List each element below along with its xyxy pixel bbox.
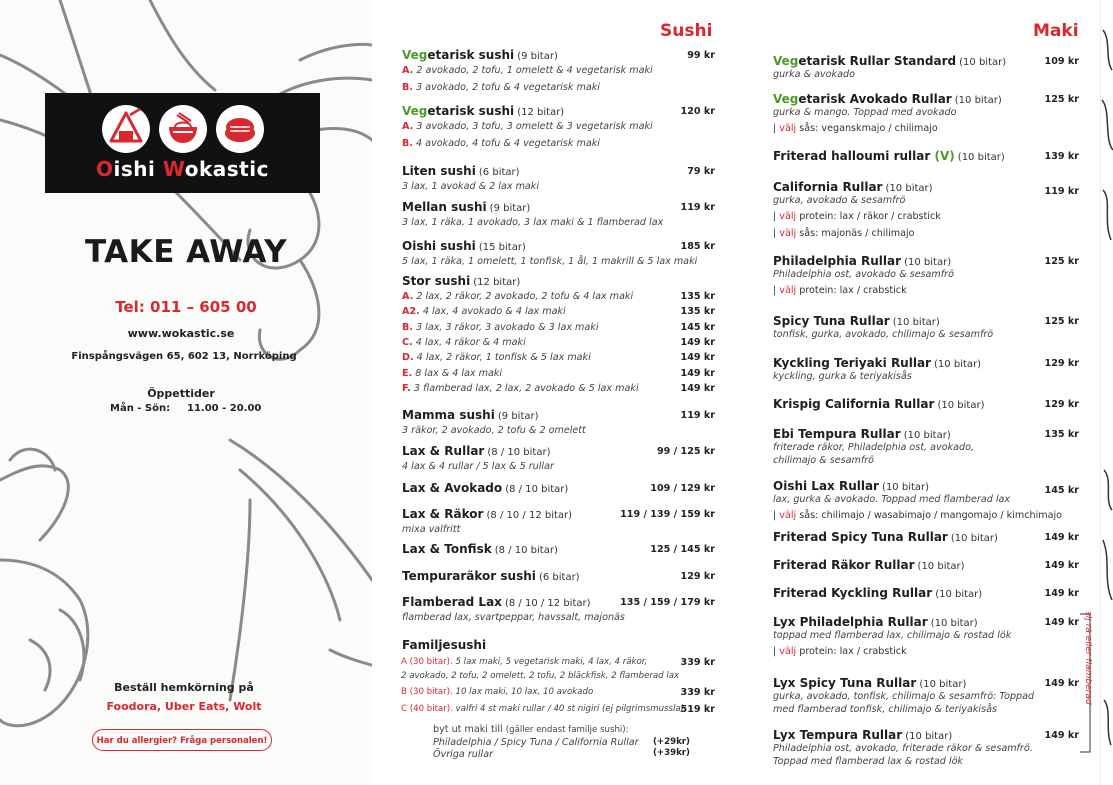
menu-item-name: [773, 586, 982, 600]
item-name: etarisk Rullar Standard: [798, 54, 957, 68]
item-price: 120 kr: [680, 106, 715, 117]
sushi-heading: Sushi: [660, 21, 713, 41]
family-option-a: [401, 657, 647, 667]
item-name: Kyckling Teriyaki Rullar: [773, 356, 931, 370]
item-choice: | välj sås: majonäs / chilimajo: [773, 228, 915, 239]
choice-text: protein: lax / crabstick: [796, 646, 907, 657]
item-pieces: (10 bitar): [935, 589, 983, 600]
option-text: 3 flamberad lax, 2 lax, 2 avokado & 5 lax maki: [413, 382, 639, 394]
item-name: Lax & Rullar: [402, 444, 485, 458]
address: Finspångsvägen 65, 602 13, Norrköping: [71, 351, 297, 362]
hours-time: 11.00 - 20.00: [187, 403, 262, 414]
veg-prefix: Veg: [773, 54, 799, 68]
option-letter: A.: [402, 291, 414, 302]
item-description: gurka & avokado: [773, 69, 855, 80]
side-note-text: välj rå eller flamberad: [1083, 612, 1092, 705]
item-description-2: chilimajo & sesamfrö: [773, 455, 875, 466]
right-edge-strip: [1100, 0, 1113, 785]
option-text: 4 lax, 4 avokado & 4 lax maki: [422, 306, 566, 318]
menu-item-name: [402, 274, 520, 288]
item-option: [402, 368, 502, 379]
menu-item-name: [402, 164, 520, 178]
order-platforms: Foodora, Uber Eats, Wolt: [106, 700, 262, 713]
item-pieces: (8 / 10 bitar): [494, 545, 558, 556]
item-price: 129 kr: [680, 571, 715, 582]
item-price: 149 kr: [1044, 588, 1079, 599]
item-name: Oishi Lax Rullar: [773, 479, 879, 493]
item-description-2: Toppad med flamberad lax & rostad lök: [773, 756, 963, 767]
hours-title: Öppettider: [147, 387, 215, 400]
item-option: [402, 337, 526, 348]
choice-keyword: välj: [779, 228, 797, 239]
menu-item-name: [402, 200, 530, 214]
item-pieces: (12 bitar): [517, 107, 565, 118]
menu-item-name: [402, 481, 568, 495]
choice-keyword: välj: [779, 510, 797, 521]
swap-option-2-price: (+39kr): [653, 748, 690, 758]
item-description: 5 lax, 1 räka, 1 omelett, 1 tonfisk, 1 ål, 1 makrill & 5 lax maki: [402, 256, 698, 267]
item-pieces: (10 bitar): [959, 57, 1007, 68]
item-price: 119 kr: [1044, 186, 1079, 197]
item-description: mixa valfritt: [402, 524, 461, 535]
menu-item-name: [773, 180, 933, 194]
menu-item-name: [773, 54, 1006, 68]
item-name: Friterad halloumi rullar: [773, 149, 931, 163]
item-description: flamberad lax, svartpeppar, havssalt, majonäs: [402, 612, 625, 623]
item-name: Lyx Philadelphia Rullar: [773, 615, 928, 629]
menu-item-name: [402, 104, 564, 118]
item-pieces: (9 bitar): [489, 203, 531, 214]
item-description: gurka, avokado, tonfisk, chilimajo & sesamfrö: Toppad: [773, 691, 1035, 702]
item-pieces: (10 bitar): [903, 430, 951, 441]
choice-text: protein: lax / crabstick: [796, 285, 907, 296]
item-pieces: (10 bitar): [954, 95, 1002, 106]
phone-number[interactable]: Tel: 011 – 605 00: [115, 298, 257, 316]
option-text: 8 lax & 4 lax maki: [415, 367, 503, 379]
item-description-2: med flamberad tonfisk, chilimajo & teriyakisås: [773, 704, 997, 715]
veg-tag: (V): [934, 149, 955, 163]
item-price: 119 kr: [680, 202, 715, 213]
item-pieces: (10 bitar): [892, 317, 940, 328]
option-price: 149 kr: [680, 367, 715, 379]
choice-keyword: välj: [779, 285, 797, 296]
choice-keyword: välj: [779, 646, 797, 657]
family-pieces: (30 bitar).: [409, 657, 453, 667]
item-name: California Rullar: [773, 180, 883, 194]
menu-item-name: [773, 530, 998, 544]
item-pieces: (8 / 10 bitar): [505, 484, 569, 495]
item-description: toppad med flamberad lax, chilimajo & rostad lök: [773, 630, 1012, 641]
family-price: 519 kr: [680, 704, 715, 715]
family-text: valfri 4 st maki rullar / 40 st nigiri (ej pilgrimsmussla): [455, 704, 685, 714]
item-option: [402, 352, 591, 363]
item-pieces: (10 bitar): [885, 183, 933, 194]
item-name: etarisk sushi: [427, 104, 515, 118]
item-price: 109 / 129 kr: [650, 483, 715, 494]
order-title: Beställ hemkörning på: [114, 681, 254, 694]
item-pieces: (9 bitar): [517, 51, 558, 62]
item-pieces: (9 bitar): [497, 411, 539, 422]
swap-option-2: Övriga rullar: [433, 749, 494, 760]
side-note: [1078, 612, 1092, 754]
choice-keyword: välj: [779, 123, 797, 134]
veg-prefix: Veg: [402, 48, 428, 62]
item-name: Stor sushi: [402, 274, 471, 288]
menu-item-name: [773, 676, 966, 690]
option-text: 3 lax, 3 räkor, 3 avokado & 3 lax maki: [416, 321, 599, 333]
item-name: Flamberad Lax: [402, 595, 502, 609]
item-pieces: (10 bitar): [950, 533, 998, 544]
swap-option-1: Philadelphia / Spicy Tuna / California Rullar: [433, 737, 639, 748]
item-name: Tempuraräkor sushi: [402, 569, 536, 583]
ramen-bowl-icon: [159, 105, 207, 153]
option-text: 2 lax, 2 räkor, 2 avokado, 2 tofu & 4 lax maki: [416, 291, 634, 302]
item-description: 4 lax & 4 rullar / 5 lax & 5 rullar: [402, 461, 554, 472]
side-bracket: [1078, 612, 1092, 754]
option-letter: E.: [402, 367, 413, 379]
sushi-roll-icon: [216, 105, 264, 153]
item-pieces: (8 / 10 / 12 bitar): [504, 598, 591, 609]
item-option: [402, 82, 600, 93]
option-price: 149 kr: [680, 336, 715, 348]
website-link[interactable]: www.wokastic.se: [127, 327, 235, 340]
item-pieces: (15 bitar): [478, 242, 526, 253]
menu-item-name: [773, 397, 984, 411]
item-name: Philadelphia Rullar: [773, 254, 902, 268]
item-choice: | välj protein: lax / räkor / crabstick: [773, 211, 941, 222]
menu-item-name: [402, 239, 526, 253]
item-pieces: (10 bitar): [937, 400, 985, 411]
item-option: [402, 138, 600, 149]
item-name: Lax & Räkor: [402, 507, 484, 521]
item-pieces: (10 bitar): [917, 561, 965, 572]
swap-title: [433, 724, 629, 735]
option-letter: D.: [402, 352, 414, 364]
option-text: 4 lax, 4 räkor & 4 maki: [415, 336, 526, 348]
item-price: 119 / 139 / 159 kr: [620, 509, 715, 520]
item-pieces: (8 / 10 / 12 bitar): [486, 510, 573, 521]
menu-item-name: [402, 48, 558, 62]
item-pieces: (12 bitar): [473, 277, 521, 288]
menu-item-name: [773, 558, 965, 572]
family-option-a-line2: 2 avokado, 2 tofu, 2 omelett, 2 tofu, 2 bläckfisk, 2 flamberad lax: [401, 671, 680, 681]
family-price: 339 kr: [680, 687, 715, 698]
item-price: 99 / 125 kr: [656, 446, 715, 457]
allergy-notice: Har du allergier? Fråga personalen!: [92, 729, 272, 751]
option-letter: B.: [402, 82, 413, 93]
item-name: Spicy Tuna Rullar: [773, 314, 890, 328]
option-letter: B.: [402, 321, 413, 333]
maki-heading: Maki: [1033, 21, 1079, 41]
item-choice: | välj sås: chilimajo / wasabimajo / mangomajo / kimchimajo: [773, 510, 1062, 521]
item-pieces: (10 bitar): [957, 152, 1005, 163]
item-choice: | välj protein: lax / crabstick: [773, 285, 907, 296]
item-name: Friterad Kyckling Rullar: [773, 586, 933, 600]
family-option-c: [401, 704, 684, 714]
menu-item-name: [773, 728, 952, 742]
family-pieces: (40 bitar).: [409, 704, 453, 714]
family-label: A: [401, 657, 407, 667]
family-label: C: [401, 704, 408, 714]
menu-item-name: [402, 408, 539, 422]
item-pieces: (10 bitar): [882, 482, 930, 493]
option-text: 4 lax, 2 räkor, 1 tonfisk & 5 lax maki: [416, 352, 591, 364]
option-text: 4 avokado, 4 tofu & 4 vegetarisk maki: [416, 138, 600, 149]
item-pieces: (10 bitar): [930, 618, 978, 629]
choice-keyword: välj: [779, 211, 797, 222]
item-description: Philadelphia ost, avokado & sesamfrö: [773, 269, 954, 280]
item-option: [402, 383, 639, 394]
choice-text: sås: chilimajo / wasabimajo / mangomajo / kimchimajo: [796, 510, 1062, 521]
menu-item-name: [402, 542, 558, 556]
item-description: friterade räkor, Philadelphia ost, avokado,: [773, 442, 975, 453]
item-description: lax, gurka & avokado. Toppad med flamberad lax: [773, 494, 1011, 505]
item-name: Liten sushi: [402, 164, 476, 178]
family-text: 10 lax maki, 10 lax, 10 avokado: [455, 687, 594, 697]
family-price: 339 kr: [680, 657, 715, 668]
item-choice: | välj protein: lax / crabstick: [773, 646, 907, 657]
item-price: 109 kr: [1044, 56, 1079, 67]
item-description: kyckling, gurka & teriyakisås: [773, 371, 912, 382]
choice-text: protein: lax / räkor / crabstick: [796, 211, 941, 222]
item-name: Lyx Tempura Rullar: [773, 728, 903, 742]
item-price: 139 kr: [1044, 151, 1079, 162]
item-pieces: (10 bitar): [905, 731, 953, 742]
item-pieces: (10 bitar): [934, 359, 982, 370]
menu-item-name: [402, 595, 591, 609]
familjesushi-title: Familjesushi: [402, 638, 487, 652]
family-option-b: [401, 687, 593, 697]
option-price: 135 kr: [680, 306, 715, 318]
option-text: 3 avokado, 3 tofu, 3 omelett & 3 vegetarisk maki: [416, 121, 653, 132]
choice-text: sås: majonäs / chilimajo: [796, 228, 915, 239]
veg-prefix: Veg: [402, 104, 428, 118]
item-name: Mamma sushi: [402, 408, 495, 422]
item-price: 149 kr: [1044, 617, 1079, 628]
item-price: 125 kr: [1044, 94, 1079, 105]
family-text: 5 lax maki, 5 vegetarisk maki, 4 lax, 4 räkor,: [455, 657, 648, 667]
left-panel: [0, 0, 372, 785]
menu-item-name: [402, 569, 580, 583]
option-price: 149 kr: [680, 382, 715, 394]
item-price: 125 kr: [1044, 256, 1079, 267]
item-price: 149 kr: [1044, 532, 1079, 543]
item-option: [402, 322, 599, 333]
item-name: etarisk sushi: [427, 48, 515, 62]
menu-item-name: [402, 507, 572, 521]
veg-prefix: Veg: [773, 92, 799, 106]
swap-option-1-price: (+29kr): [653, 737, 690, 747]
option-letter: C.: [402, 336, 413, 348]
item-price: 149 kr: [1044, 730, 1079, 741]
takeaway-title: TAKE AWAY: [84, 234, 288, 270]
item-description: gurka & mango. Toppad med avokado: [773, 107, 957, 118]
item-name: Krispig California Rullar: [773, 397, 935, 411]
item-name: Mellan sushi: [402, 200, 487, 214]
menu-item-name: [773, 615, 978, 629]
item-price: 135 / 159 / 179 kr: [620, 597, 715, 608]
option-text: 3 avokado, 2 tofu & 4 vegetarisk maki: [416, 82, 600, 93]
item-option: [402, 306, 566, 317]
item-pieces: (10 bitar): [919, 679, 967, 690]
item-name: Lyx Spicy Tuna Rullar: [773, 676, 917, 690]
menu-item-name: [773, 314, 940, 328]
item-price: 125 / 145 kr: [650, 544, 715, 555]
item-price: 125 kr: [1044, 316, 1079, 327]
option-letter: B.: [402, 138, 413, 149]
item-price: 79 kr: [687, 166, 715, 177]
item-choice: | välj sås: veganskmajo / chilimajo: [773, 123, 938, 134]
item-price: 149 kr: [1044, 560, 1079, 571]
option-letter: A.: [402, 121, 414, 132]
item-name: Friterad Spicy Tuna Rullar: [773, 530, 948, 544]
item-name: Lax & Tonfisk: [402, 542, 492, 556]
item-name: Ebi Tempura Rullar: [773, 427, 901, 441]
item-price: 129 kr: [1044, 399, 1079, 410]
menu-item-name: [773, 92, 1002, 106]
item-description: 3 lax, 1 avokad & 2 lax maki: [402, 181, 540, 192]
item-option: [402, 121, 653, 132]
option-letter: A.: [402, 65, 414, 76]
item-name: etarisk Avokado Rullar: [798, 92, 952, 106]
option-text: 2 avokado, 2 tofu, 1 omelett & 4 vegetarisk maki: [416, 65, 653, 76]
item-description: 3 räkor, 2 avokado, 2 tofu & 2 omelett: [402, 425, 586, 436]
menu-item-name: [402, 444, 551, 458]
hours-days: Mån - Sön:: [110, 403, 171, 414]
family-label: B: [401, 687, 407, 697]
item-pieces: (8 / 10 bitar): [487, 447, 551, 458]
menu-item-name: [773, 149, 1005, 163]
item-price: 99 kr: [687, 50, 715, 61]
item-description: gurka, avokado & sesamfrö: [773, 195, 906, 206]
swap-note: (gäller endast familje sushi):: [505, 725, 629, 735]
item-description: tonfisk, gurka, avokado, chilimajo & sesamfrö: [773, 329, 994, 340]
item-name: Oishi sushi: [402, 239, 476, 253]
item-description: Philadelphia ost, avokado, friterade räkor & sesamfrö.: [773, 743, 1033, 754]
item-price: 185 kr: [680, 241, 715, 252]
choice-text: sås: veganskmajo / chilimajo: [796, 123, 938, 134]
option-price: 149 kr: [680, 352, 715, 364]
brand-name: Oishi Wokastic: [96, 157, 269, 181]
item-price: 135 kr: [1044, 429, 1079, 440]
menu-item-name: [773, 479, 929, 493]
option-letter: A2.: [402, 306, 420, 318]
item-price: 149 kr: [1044, 678, 1079, 689]
item-option: [402, 65, 653, 76]
item-name: Lax & Avokado: [402, 481, 503, 495]
item-description: 3 lax, 1 räka, 1 avokado, 3 lax maki & 1 flamberad lax: [402, 217, 664, 228]
swap-title-text: byt ut maki till: [433, 724, 503, 735]
option-price: 135 kr: [680, 291, 715, 302]
item-price: 119 kr: [680, 410, 715, 421]
brand-logo: [45, 93, 320, 193]
item-pieces: (6 bitar): [538, 572, 580, 583]
item-name: Friterad Räkor Rullar: [773, 558, 915, 572]
onigiri-icon: [102, 105, 150, 153]
item-pieces: (6 bitar): [478, 167, 520, 178]
item-pieces: (10 bitar): [904, 257, 952, 268]
menu-item-name: [773, 356, 981, 370]
item-option: [402, 291, 633, 302]
option-price: 145 kr: [680, 321, 715, 333]
menu-item-name: [773, 254, 951, 268]
item-price: 145 kr: [1044, 485, 1079, 496]
menu-item-name: [773, 427, 951, 441]
option-letter: F.: [402, 382, 411, 394]
family-pieces: (30 bitar).: [409, 687, 453, 697]
item-price: 129 kr: [1044, 358, 1079, 369]
